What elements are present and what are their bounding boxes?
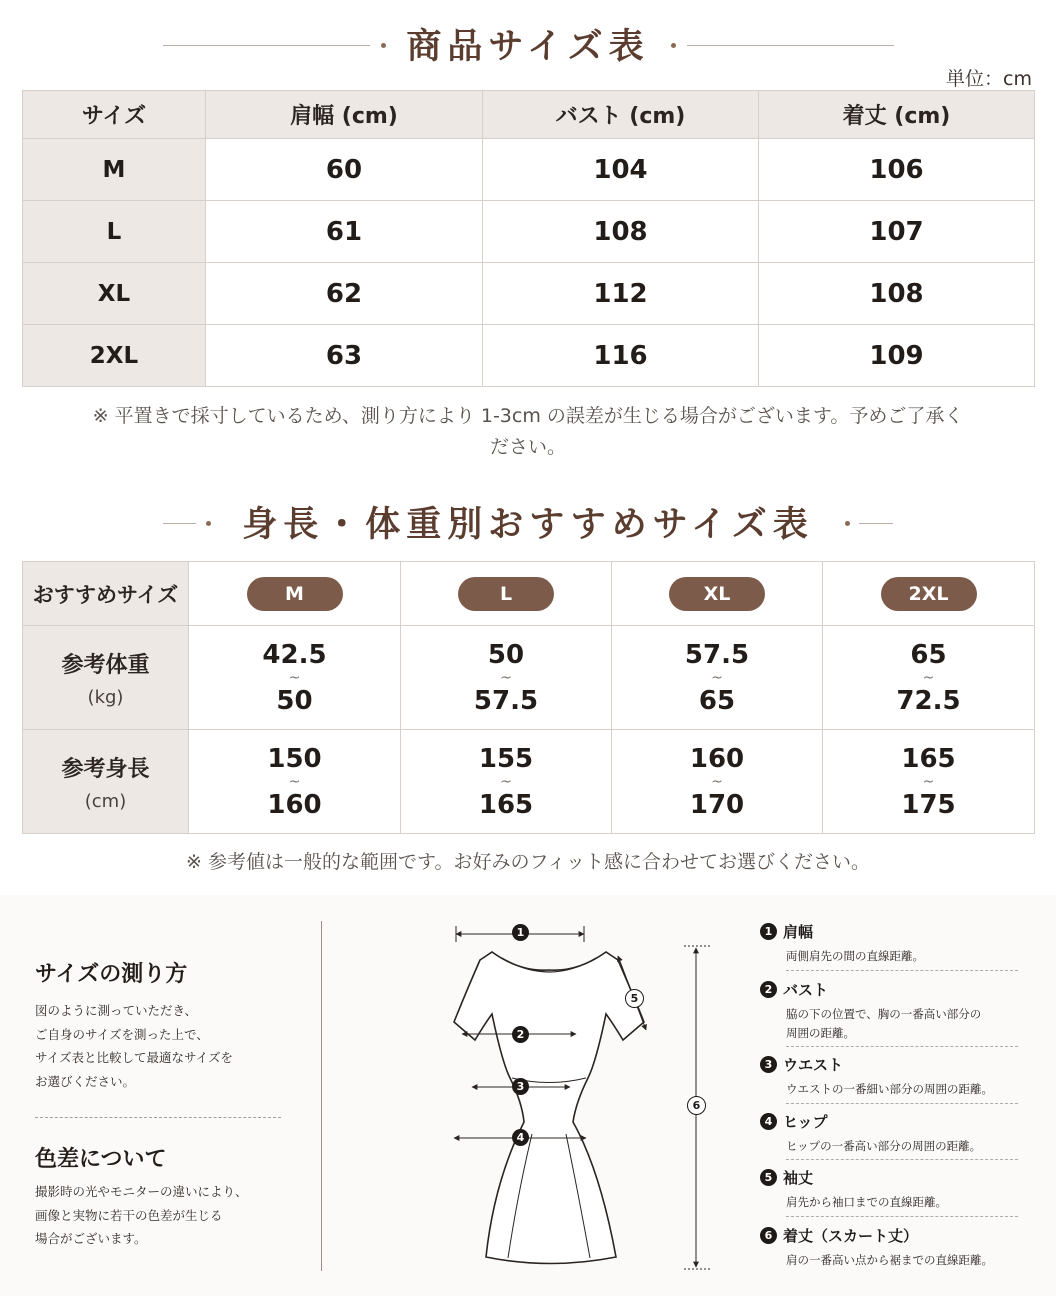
range-from: 50 <box>487 639 525 670</box>
text-line: 画像と実物に若干の色差が生じる <box>35 1207 223 1223</box>
table-row <box>23 325 1035 387</box>
note-line: ださい。 <box>489 436 566 458</box>
recommend-header-row <box>23 562 1035 626</box>
recommend-table-title: 身長・体重別おすすめサイズ表 <box>242 504 814 545</box>
range-from: 165 <box>901 743 956 774</box>
title-rule-right <box>859 523 893 524</box>
range-tilde: ~ <box>500 669 512 686</box>
measurement-item <box>760 921 1018 966</box>
marker-1: 1 <box>512 924 529 941</box>
measurement-item <box>760 1167 1018 1212</box>
table-cell: 106 <box>759 139 1035 201</box>
size-pill-cell <box>612 562 823 626</box>
range-to: 65 <box>698 685 736 716</box>
range-cell <box>401 730 612 834</box>
marker-3: 3 <box>512 1078 529 1095</box>
size-pill: L <box>458 577 554 611</box>
marker-2: 2 <box>512 1026 529 1043</box>
recommend-note: ※ 参考値は一般的な範囲です。お好みのフィット感に合わせてお選びください。 <box>186 851 870 873</box>
weight-row-header <box>23 626 189 730</box>
table-cell: 104 <box>483 139 759 201</box>
weight-label: 参考体重 <box>61 652 150 678</box>
range-to: 57.5 <box>473 685 539 716</box>
height-unit: (cm) <box>84 790 127 812</box>
size-pill-cell <box>823 562 1035 626</box>
range-from: 155 <box>478 743 534 774</box>
range-cell <box>612 730 823 834</box>
range-to: 175 <box>901 789 956 820</box>
size-pill: 2XL <box>881 577 977 611</box>
size-table-title: 商品サイズ表 <box>406 26 650 67</box>
size-pill: XL <box>669 577 765 611</box>
item-title: 袖丈 <box>783 1169 814 1187</box>
table-cell: 63 <box>206 325 483 387</box>
height-row-header <box>23 730 189 834</box>
size-pill-cell <box>189 562 401 626</box>
item-desc: 両側肩先の間の直線距離。 <box>786 949 924 963</box>
range-to: 50 <box>276 685 313 716</box>
range-cell <box>189 626 401 730</box>
note-line: ※ 平置きで採寸しているため、測り方により 1-3cm の誤差が生じる場合がございます。予めご了承く <box>92 405 964 427</box>
measure-guide-text <box>35 999 233 1093</box>
dress-diagram <box>400 912 730 1282</box>
range-tilde: ~ <box>500 773 512 790</box>
range-to: 160 <box>267 789 322 820</box>
range-to: 170 <box>689 789 745 820</box>
text-line: 撮影時の光やモニターの違いにより、 <box>35 1184 248 1199</box>
item-number: 1 <box>760 923 777 940</box>
item-desc: ウエストの一番細い部分の周囲の距離。 <box>786 1082 993 1096</box>
marker-4: 4 <box>512 1129 529 1146</box>
row-header: XL <box>23 263 206 325</box>
range-cell <box>189 730 401 834</box>
item-title: ウエスト <box>783 1056 844 1074</box>
unit-label: 単位：cm <box>946 68 1032 90</box>
range-from: 150 <box>267 743 322 774</box>
title-dot <box>845 521 850 526</box>
row-header: 2XL <box>23 325 206 387</box>
item-desc: 肩先から袖口までの直線距離。 <box>786 1195 947 1209</box>
dress-outline <box>454 952 644 1264</box>
table-row <box>23 201 1035 263</box>
column-header: 着丈 (cm) <box>759 91 1035 139</box>
measurement-item <box>760 1225 1018 1270</box>
item-desc: 周囲の距離。 <box>786 1026 855 1040</box>
text-line: サイズ表と比較して最適なサイズを <box>35 1050 234 1065</box>
text-line: お選びください。 <box>35 1073 136 1089</box>
text-line: 図のように測っていただき、 <box>35 1003 198 1018</box>
item-number: 2 <box>760 981 777 998</box>
item-title: バスト <box>783 981 829 999</box>
table-cell: 108 <box>759 263 1035 325</box>
table-row <box>23 139 1035 201</box>
size-table-note <box>40 401 1016 463</box>
range-from: 65 <box>910 639 947 670</box>
height-row <box>23 730 1035 834</box>
table-cell: 62 <box>206 263 483 325</box>
range-tilde: ~ <box>922 773 935 790</box>
item-number: 6 <box>760 1227 777 1244</box>
row-header: M <box>23 139 206 201</box>
height-label: 参考身長 <box>61 756 150 782</box>
size-table-header-row <box>23 91 1035 139</box>
color-note-title: 色差について <box>35 1147 167 1172</box>
table-cell: 116 <box>483 325 759 387</box>
divider <box>786 970 1018 971</box>
title-rule-right <box>687 45 894 46</box>
range-to: 165 <box>478 789 534 820</box>
table-cell: 112 <box>483 263 759 325</box>
divider <box>786 1046 1018 1047</box>
column-header: バスト (cm) <box>483 91 759 139</box>
text-line: ご自身のサイズを測った上で、 <box>35 1026 209 1042</box>
weight-unit: (kg) <box>87 686 124 708</box>
item-title: ヒップ <box>783 1113 828 1131</box>
table-cell: 108 <box>483 201 759 263</box>
range-from: 160 <box>689 743 745 774</box>
measure-guide-title: サイズの測り方 <box>35 962 188 987</box>
item-number: 5 <box>760 1169 777 1186</box>
item-title: 肩幅 <box>783 923 814 941</box>
range-tilde: ~ <box>711 669 723 686</box>
size-pill: M <box>247 577 343 611</box>
divider <box>786 1216 1018 1217</box>
range-from: 42.5 <box>262 639 327 670</box>
text-line: 場合がございます。 <box>35 1231 147 1246</box>
item-number: 3 <box>760 1056 777 1073</box>
item-desc: 肩の一番高い点から裾までの直線距離。 <box>786 1253 993 1267</box>
marker-6: 6 <box>687 1096 706 1115</box>
divider <box>786 1103 1018 1104</box>
range-cell <box>823 730 1035 834</box>
range-from: 57.5 <box>684 639 750 670</box>
weight-row <box>23 626 1035 730</box>
item-desc: ヒップの一番高い部分の周囲の距離。 <box>786 1139 982 1153</box>
range-cell <box>401 626 612 730</box>
vertical-divider <box>321 921 322 1271</box>
range-tilde: ~ <box>288 669 301 686</box>
item-desc: 脇の下の位置で、胸の一番高い部分の <box>786 1007 982 1021</box>
table-cell: 60 <box>206 139 483 201</box>
column-header: サイズ <box>23 91 206 139</box>
corner-header: おすすめサイズ <box>23 562 189 626</box>
item-title: 着丈（スカート丈） <box>783 1227 919 1245</box>
item-number: 4 <box>760 1113 777 1130</box>
recommend-table <box>22 561 1035 834</box>
table-cell: 107 <box>759 201 1035 263</box>
column-header: 肩幅 (cm) <box>206 91 483 139</box>
range-tilde: ~ <box>288 773 301 790</box>
range-tilde: ~ <box>922 669 935 686</box>
table-cell: 61 <box>206 201 483 263</box>
size-table <box>22 90 1035 387</box>
measurement-item <box>760 1111 1018 1156</box>
divider <box>786 1159 1018 1160</box>
range-tilde: ~ <box>711 773 723 790</box>
row-header: L <box>23 201 206 263</box>
measurement-item <box>760 1054 1018 1099</box>
range-cell <box>823 626 1035 730</box>
table-cell: 109 <box>759 325 1035 387</box>
marker-5: 5 <box>625 989 644 1008</box>
range-cell <box>612 626 823 730</box>
table-row <box>23 263 1035 325</box>
size-pill-cell <box>401 562 612 626</box>
title-dot <box>671 43 676 48</box>
divider <box>35 1117 281 1118</box>
measurement-item <box>760 979 1018 1043</box>
color-note-text <box>35 1180 248 1251</box>
range-to: 72.5 <box>896 685 961 716</box>
